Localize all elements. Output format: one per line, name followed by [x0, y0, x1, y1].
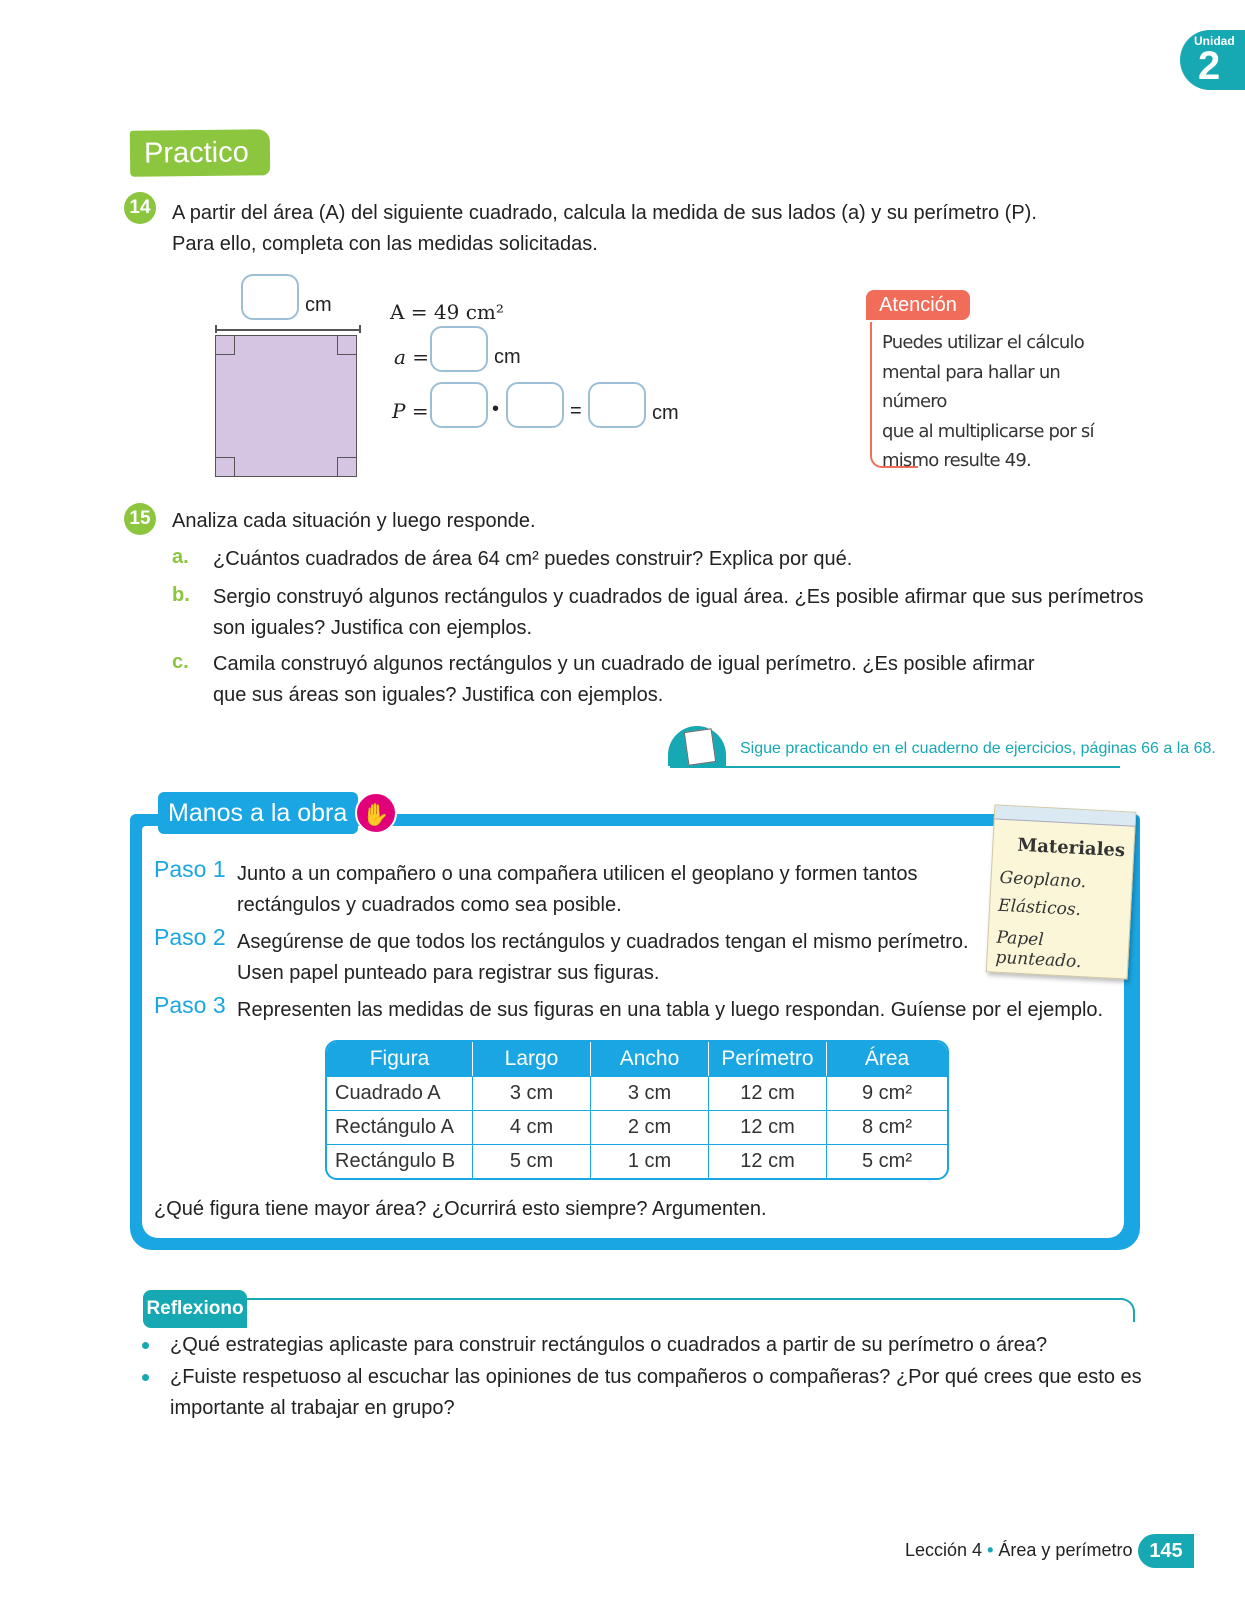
paso-1-line2: rectángulos y cuadrados como sea posible. — [237, 894, 622, 916]
p-equals: = — [570, 400, 582, 422]
p-unit: cm — [652, 402, 679, 424]
paso-3-label: Paso 3 — [154, 992, 226, 1018]
paso-2-line2: Usen papel punteado para registrar sus figuras. — [237, 962, 660, 984]
table-cell: Rectángulo A — [327, 1110, 473, 1144]
table-cell: 8 cm² — [827, 1110, 947, 1144]
bullet-dot — [142, 1374, 149, 1381]
table-cell: 5 cm — [473, 1144, 591, 1178]
footer-lesson — [905, 1540, 1132, 1561]
footer-separator: • — [987, 1540, 994, 1560]
right-angle-mark — [215, 335, 235, 355]
atencion-title: Atención — [866, 290, 970, 320]
table-row — [327, 1110, 947, 1144]
table-header: Figura — [327, 1042, 473, 1076]
item-letter-a: a. — [172, 546, 189, 568]
table-cell: 3 cm — [591, 1076, 709, 1110]
p-result-box[interactable] — [588, 382, 646, 428]
reflexiono-header: Reflexiono — [143, 1290, 247, 1328]
unit-tab — [1180, 30, 1245, 90]
practico-header: Practico — [130, 129, 270, 176]
right-angle-mark — [337, 335, 357, 355]
p-factor2-box[interactable] — [506, 382, 564, 428]
p-factor1-box[interactable] — [430, 382, 488, 428]
reflexiono-bullet-2-line1: ¿Fuiste respetuoso al escuchar las opiniones de tus compañeros o compañeras? ¿Por qué crees que esto es — [170, 1366, 1142, 1388]
materiales-item: Geoplano. — [999, 867, 1087, 893]
item-letter-c: c. — [172, 651, 189, 673]
unit-number: 2 — [1198, 44, 1221, 88]
item-a-line1: ¿Cuántos cuadrados de área 64 cm² puedes construir? Explica por qué. — [213, 548, 853, 570]
atencion-line: Puedes utilizar el cálculo — [882, 332, 1084, 353]
materiales-title: Materiales — [1016, 834, 1126, 862]
exercise-15-badge: 15 — [124, 503, 156, 535]
manos-header: Manos a la obra — [158, 792, 358, 834]
p-label: P = — [392, 399, 429, 423]
exercise-14-line1: A partir del área (A) del siguiente cuadrado, calcula la medida de sus lados (a) y su perímetro (P). — [172, 202, 1037, 224]
sigue-underline — [670, 766, 1120, 768]
page-number: 145 — [1138, 1534, 1194, 1568]
table-row — [327, 1144, 947, 1178]
materiales-item: Elásticos. — [997, 895, 1082, 921]
notebook-page-icon — [684, 728, 716, 766]
table-cell: 2 cm — [591, 1110, 709, 1144]
measure-tick-right — [359, 325, 361, 333]
atencion-line: que al multiplicarse por sí — [882, 420, 1094, 442]
paso-1-line1: Junto a un compañero o una compañera utilicen el geoplano y formen tantos — [237, 863, 918, 885]
table-cell: 4 cm — [473, 1110, 591, 1144]
table-cell: Cuadrado A — [327, 1076, 473, 1110]
a-label: a = — [394, 345, 430, 369]
table-header: Largo — [473, 1042, 591, 1076]
atencion-text — [882, 328, 1102, 476]
paso-2-label: Paso 2 — [154, 924, 226, 950]
item-letter-b: b. — [172, 584, 190, 606]
table-cell: 5 cm² — [827, 1144, 947, 1178]
reflexiono-bullet-2-line2: importante al trabajar en grupo? — [170, 1397, 455, 1419]
measure-tick-left — [215, 325, 217, 333]
table-cell: 3 cm — [473, 1076, 591, 1110]
materiales-item: Papel punteado. — [994, 927, 1082, 973]
hands-icon: ✋ — [355, 792, 397, 834]
table-row — [327, 1076, 947, 1110]
sigue-practicando-link[interactable]: Sigue practicando en el cuaderno de ejercicios, páginas 66 a la 68. — [740, 740, 1216, 757]
purple-square-figure — [215, 335, 357, 477]
figures-table — [325, 1040, 949, 1180]
paso-2-line1: Asegúrense de que todos los rectángulos y cuadrados tengan el mismo perímetro. — [237, 931, 969, 953]
exercise-15-title: Analiza cada situación y luego responde. — [172, 510, 536, 532]
table-cell: Rectángulo B — [327, 1144, 473, 1178]
paso-1-label: Paso 1 — [154, 856, 226, 882]
atencion-line: mental para hallar un número — [882, 361, 1061, 412]
table-cell: 9 cm² — [827, 1076, 947, 1110]
table-header: Área — [827, 1042, 947, 1076]
table-cell: 1 cm — [591, 1144, 709, 1178]
table-cell: 12 cm — [709, 1144, 827, 1178]
manos-question: ¿Qué figura tiene mayor área? ¿Ocurrirá esto siempre? Argumenten. — [154, 1198, 767, 1220]
exercise-14-badge: 14 — [124, 192, 156, 224]
item-c-line1: Camila construyó algunos rectángulos y un cuadrado de igual perímetro. ¿Es posible afirmar — [213, 653, 1035, 675]
item-b-line2: son iguales? Justifica con ejemplos. — [213, 617, 533, 639]
table-header: Perímetro — [709, 1042, 827, 1076]
unit-label: Unidad — [1194, 34, 1235, 48]
item-c-line2: que sus áreas son iguales? Justifica con ejemplos. — [213, 684, 664, 706]
reflexiono-bullet-1: ¿Qué estrategias aplicaste para construir rectángulos o cuadrados a partir de su perímetro o área? — [170, 1334, 1048, 1356]
right-angle-mark — [337, 457, 357, 477]
materiales-note — [986, 804, 1137, 979]
side-unit: cm — [305, 294, 332, 316]
a-value-box[interactable] — [430, 326, 488, 372]
bullet-dot — [142, 1342, 149, 1349]
atencion-line: mismo resulte 49. — [882, 450, 1031, 471]
side-length-box[interactable] — [241, 274, 299, 320]
p-dot: • — [492, 398, 500, 420]
table-header-row — [327, 1042, 947, 1076]
side-measure-line — [215, 329, 361, 331]
footer-lesson-label: Lección 4 — [905, 1540, 983, 1560]
notebook-rings — [995, 805, 1136, 826]
paso-3-line1: Representen las medidas de sus figuras en una tabla y luego respondan. Guíense por el ejemplo. — [237, 999, 1104, 1021]
a-unit: cm — [494, 346, 521, 368]
table-cell: 12 cm — [709, 1076, 827, 1110]
item-b-line1: Sergio construyó algunos rectángulos y cuadrados de igual área. ¿Es posible afirmar que sus perímetros — [213, 586, 1144, 608]
exercise-14-line2: Para ello, completa con las medidas solicitadas. — [172, 233, 598, 255]
area-label: A = 49 cm² — [390, 300, 504, 324]
right-angle-mark — [215, 457, 235, 477]
table-header: Ancho — [591, 1042, 709, 1076]
table-cell: 12 cm — [709, 1110, 827, 1144]
footer-topic: Área y perímetro — [998, 1540, 1133, 1560]
reflexiono-frame-line — [247, 1298, 1135, 1322]
